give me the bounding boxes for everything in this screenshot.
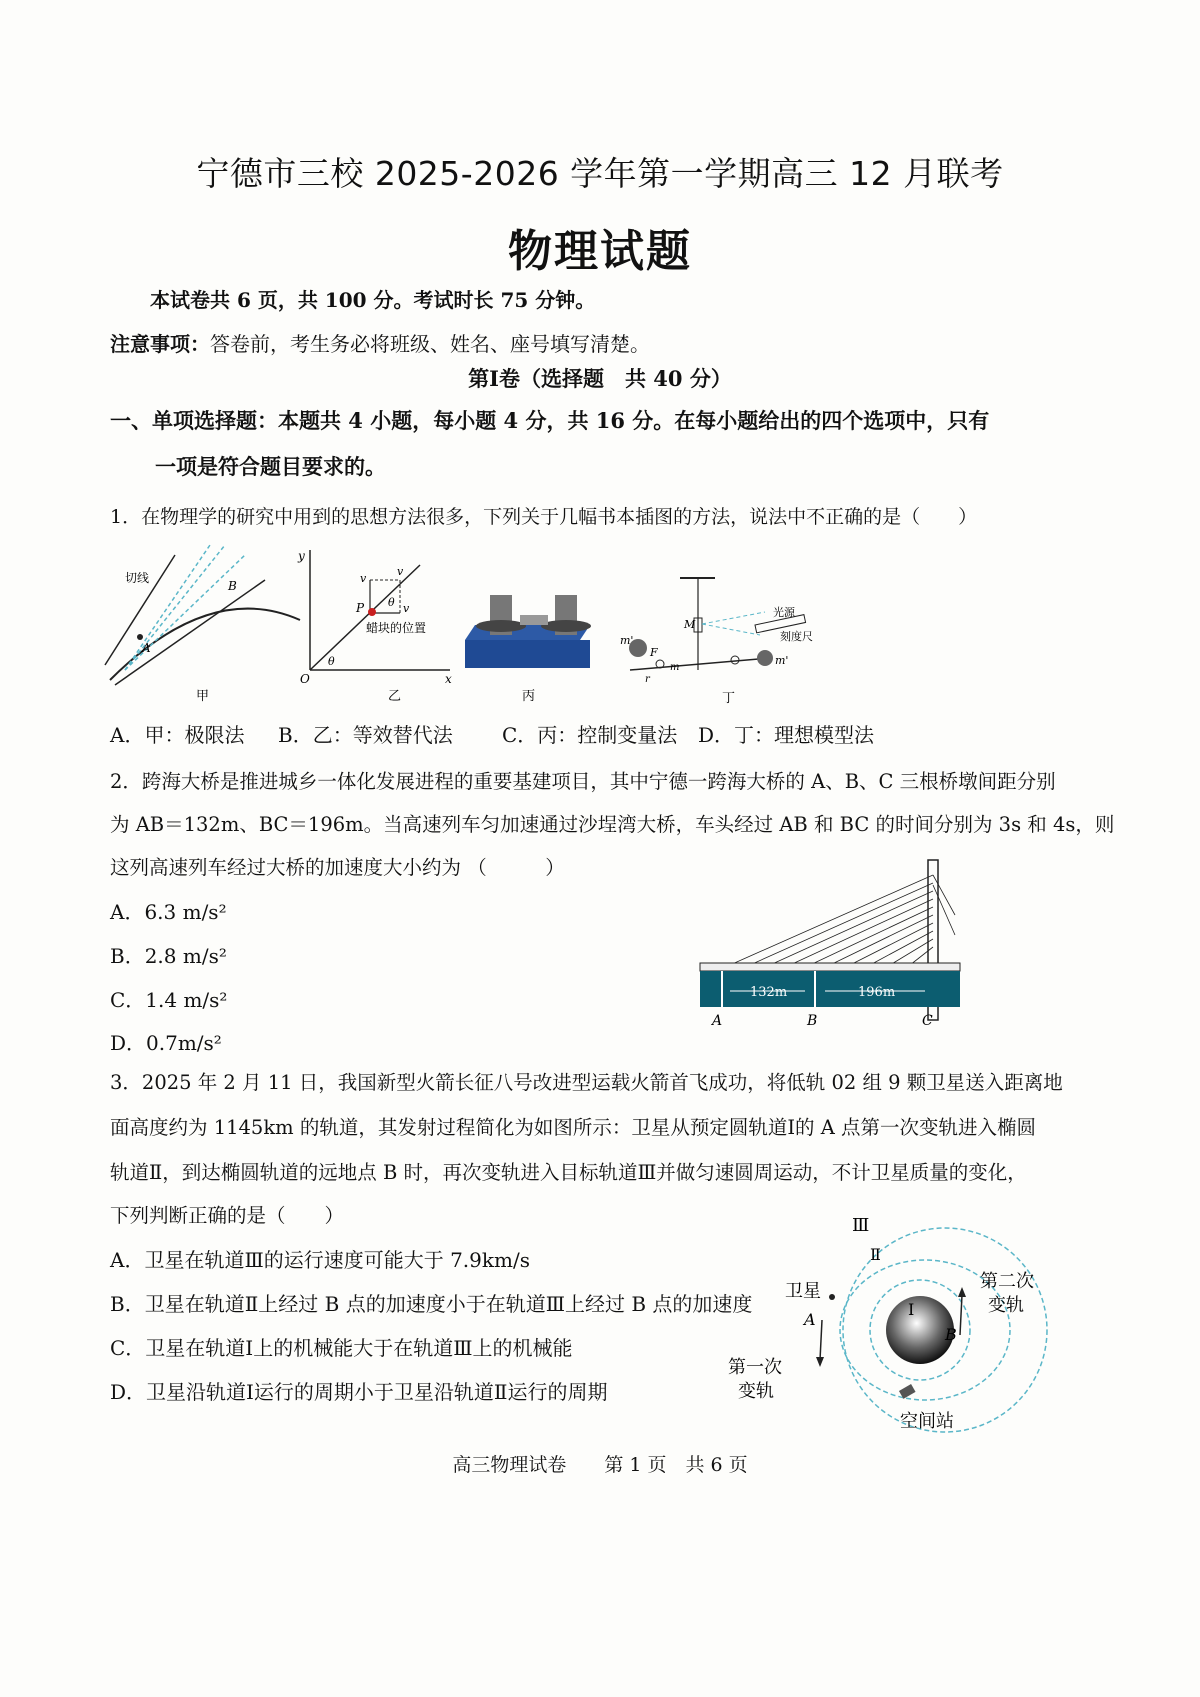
- notice: [110, 328, 650, 357]
- label-m-ding: M: [684, 618, 696, 631]
- label-satellite: 卫星: [785, 1281, 821, 1302]
- section-title-line2: 一项是符合题目要求的。: [155, 454, 386, 479]
- label-mprime-right: m': [775, 654, 789, 667]
- q3-orbit-figure: [728, 1215, 1150, 1450]
- label-orbit-1: Ⅰ: [908, 1300, 915, 1319]
- label-v: v: [397, 565, 404, 578]
- q1-option-d[interactable]: D．丁：理想模型法: [698, 723, 875, 747]
- label-theta2: θ: [388, 596, 395, 609]
- figure-ding: [620, 578, 813, 706]
- label-m-small: m: [670, 662, 680, 673]
- label-a-jia: A: [142, 641, 151, 655]
- q1-stem: 1．在物理学的研究中用到的思想方法很多，下列关于几幅书本插图的方法，说法中不正确的是（ ）: [110, 506, 978, 528]
- label-light: 光源: [773, 606, 795, 619]
- q2-option-b[interactable]: B．2.8 m/s²: [110, 944, 227, 968]
- label-f: F: [650, 646, 658, 659]
- label-first-2: 变轨: [738, 1381, 774, 1402]
- q2-option-a[interactable]: A．6.3 m/s²: [110, 900, 227, 924]
- q3-option-b[interactable]: B．卫星在轨道Ⅱ上经过 B 点的加速度小于在轨道Ⅲ上经过 B 点的加速度: [110, 1292, 753, 1316]
- q2-bridge-figure: [700, 855, 960, 1030]
- label-yi: 乙: [388, 689, 402, 704]
- label-ding: 丁: [722, 691, 736, 706]
- label-r: r: [645, 674, 650, 685]
- label-point-a: A: [804, 1310, 816, 1329]
- q3-option-d[interactable]: D．卫星沿轨道Ⅰ运行的周期小于卫星沿轨道Ⅱ运行的周期: [110, 1380, 608, 1404]
- label-orbit-2: Ⅱ: [870, 1245, 881, 1264]
- label-p: P: [356, 601, 365, 615]
- q2-option-d[interactable]: D．0.7m/s²: [110, 1031, 222, 1055]
- page-footer: 高三物理试卷 第 1 页 共 6 页: [452, 1454, 748, 1476]
- figure-bing: [465, 595, 591, 704]
- label-second-1: 第二次: [980, 1271, 1034, 1292]
- exam-info: 本试卷共 6 页，共 100 分。考试时长 75 分钟。: [150, 288, 596, 312]
- section-title-line1: 一、单项选择题：本题共 4 小题，每小题 4 分，共 16 分。在每小题给出的四个选项中，只有: [110, 408, 990, 433]
- bridge-label-b: B: [807, 1013, 818, 1029]
- q1-option-b[interactable]: B．乙：等效替代法: [278, 723, 453, 747]
- q2-option-c[interactable]: C．1.4 m/s²: [110, 988, 228, 1012]
- q1-option-c[interactable]: C．丙：控制变量法: [502, 723, 678, 747]
- label-vx: v: [403, 602, 410, 615]
- label-axis-y: y: [298, 549, 305, 563]
- label-bing: 丙: [522, 689, 536, 704]
- label-scale: 刻度尺: [780, 630, 813, 643]
- bridge-ab-length: 132m: [750, 985, 788, 1000]
- label-jia: 甲: [196, 689, 210, 704]
- q2-line2: 为 AB＝132m、BC＝196m。当高速列车匀加速通过沙埕湾大桥，车头经过 AB 和 BC 的时间分别为 3s 和 4s，则: [110, 813, 1115, 836]
- q3-option-c[interactable]: C．卫星在轨道Ⅰ上的机械能大于在轨道Ⅲ上的机械能: [110, 1336, 573, 1360]
- notice-label: 注意事项：: [110, 332, 210, 356]
- label-tangent: 切线: [125, 571, 150, 585]
- label-first-1: 第一次: [728, 1357, 782, 1378]
- q3-option-a[interactable]: A．卫星在轨道Ⅲ的运行速度可能大于 7.9km/s: [110, 1248, 530, 1272]
- q2-line3: 这列高速列车经过大桥的加速度大小约为 （ ）: [110, 856, 565, 879]
- figure-jia: [105, 545, 300, 704]
- q1-figures: [100, 540, 860, 715]
- q3-line3: 轨道Ⅱ，到达椭圆轨道的远地点 B 时，再次变轨进入目标轨道Ⅲ并做匀速圆周运动，不计卫星质量的变化，: [110, 1161, 1027, 1184]
- q3-line2: 面高度约为 1145km 的轨道，其发射过程简化为如图所示：卫星从预定圆轨道Ⅰ的 A 点第一次变轨进入椭圆: [110, 1116, 1037, 1139]
- label-station: 空间站: [900, 1411, 954, 1432]
- earth: [886, 1296, 954, 1364]
- q3-line1: 3．2025 年 2 月 11 日，我国新型火箭长征八号改进型运载火箭首飞成功，将低轨 02 组 9 颗卫星送入距离地: [110, 1071, 1063, 1094]
- q1-option-a[interactable]: A．甲：极限法: [110, 723, 245, 747]
- label-theta: θ: [328, 655, 335, 668]
- part-title: 第Ⅰ卷（选择题 共 40 分）: [468, 366, 732, 391]
- label-wax: 蜡块的位置: [366, 621, 427, 635]
- label-second-2: 变轨: [988, 1295, 1024, 1316]
- bridge-label-a: A: [712, 1013, 723, 1029]
- label-origin: O: [300, 672, 310, 686]
- label-axis-x: x: [445, 672, 452, 686]
- label-mprime-left: m': [620, 634, 634, 647]
- q3-line4: 下列判断正确的是（ ）: [110, 1204, 345, 1227]
- bridge-label-c: C: [922, 1013, 933, 1029]
- exam-title: 宁德市三校 2025-2026 学年第一学期高三 12 月联考: [196, 154, 1004, 193]
- label-point-b: B: [945, 1325, 957, 1344]
- notice-text: 答卷前，考生务必将班级、姓名、座号填写清楚。: [210, 332, 650, 356]
- label-vy: v: [360, 572, 367, 585]
- bridge-bc-length: 196m: [858, 985, 896, 1000]
- q2-line1: 2．跨海大桥是推进城乡一体化发展进程的重要基建项目，其中宁德一跨海大桥的 A、B、C 三根桥墩间距分别: [110, 770, 1056, 793]
- subject-title: 物理试题: [508, 226, 692, 277]
- label-b-jia: B: [228, 579, 237, 593]
- figure-yi: [297, 549, 452, 704]
- label-orbit-3: Ⅲ: [852, 1215, 870, 1236]
